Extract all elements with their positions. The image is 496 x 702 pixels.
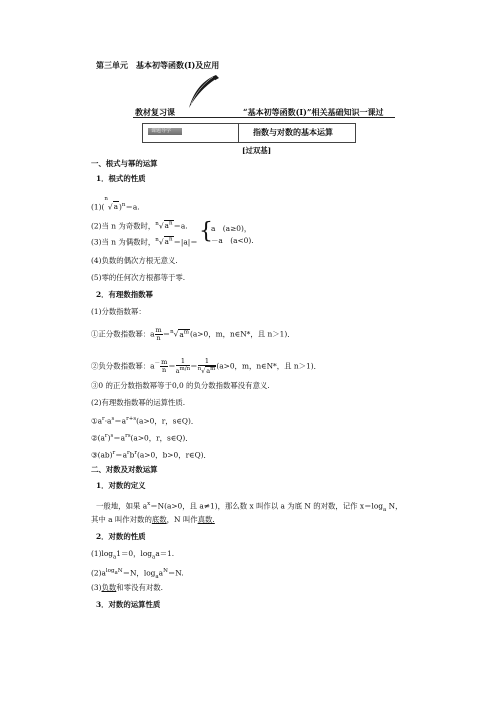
feather-logo-icon <box>186 74 220 110</box>
subsection-2-1: 1．对数的定义 <box>96 481 146 490</box>
band-rule <box>133 117 395 118</box>
fractional-exponent-heading: (1)分数指数幂： <box>91 307 146 316</box>
unit-title: 第三单元 基本初等函数(Ⅰ)及应用 <box>96 60 220 70</box>
log-definition: 一般地，如果 $a^x=N(a>0$，且 a≠1)，那么数 x 叫作以 a 为底 N 的对数，记作 $x=\log_a$ N， <box>96 501 403 513</box>
exponent-rule-2: $②(a^r)^s=a^{rs}(a>0$，r，s∈Q)． <box>91 433 193 443</box>
subsection-2-2: 2．对数的性质 <box>96 532 146 541</box>
section-1-heading: 一、根式与幂的运算 <box>91 159 158 168</box>
positive-fractional-exponent: ①正分数指数幂：a $\frac{m}{n}$ $=^n√a^m(a>0$，m，n∈N*，且 n＞1)． <box>91 326 295 342</box>
log-property-3: (3)负数和零没有对数. <box>91 583 163 592</box>
property-3: (3)当 n 为偶数时，$^n√a^n=|a|=$ <box>91 237 198 247</box>
zero-exponent-rule: ③0 的正分数指数幂等于0,0 的负分数指数幂没有意义. <box>91 381 270 390</box>
subsection-1-1: 1．根式的性质 <box>96 174 146 183</box>
box-tag: 课题导学 <box>148 128 182 135</box>
property-2: (2)当 n 为奇数时，$^n√a^n=a$. <box>91 221 188 231</box>
log-definition-cont: 其中 a 叫作对数的底数，N 叫作真数. <box>91 515 215 524</box>
case-brace: { <box>199 219 213 244</box>
box-title: 指数与对数的基本运算 <box>253 127 333 137</box>
log-property-1: $(1)\log_a1=0$，$\log_aa=1$. <box>91 549 175 561</box>
exponent-rule-3: $③(ab)^r=a^rb^r(a>0$，b>0，r∈Q)． <box>91 450 211 460</box>
box-divider <box>238 124 239 142</box>
topic-box <box>142 123 356 143</box>
log-property-2: $(2)a^{logaN}=N$，$\log_aa^N=N$. <box>91 568 184 580</box>
band-right-label: “基本初等函数(Ⅰ)”相关基础知识一课过 <box>243 107 384 117</box>
property-5: (5)零的任何次方根都等于零. <box>91 273 186 282</box>
property-1: $(1)(^n√a)^n=a$. <box>91 196 140 212</box>
section-2-heading: 二、对数及对数运算 <box>91 465 158 474</box>
band-left-label: 教材复习课 <box>135 107 175 117</box>
negative-fractional-exponent: ②负分数指数幂：a－ $\frac{m}{n}$ ＝ $\frac{1}{a^{m/n}}$ ＝ $\frac{1}{^n√a^m}$ (a>0，m，n∈N*，且 n＞1)． <box>91 357 321 376</box>
case-2: －a (a<0). <box>211 236 254 245</box>
exponent-rule-1: $①a^r\cdot a^s=a^{r+s}(a>0$，r，s∈Q)． <box>91 416 199 426</box>
property-4: (4)负数的偶次方根无意义. <box>91 256 178 265</box>
subsection-1-2: 2．有理数指数幂 <box>96 290 153 299</box>
center-label: [过双基] <box>242 146 272 155</box>
subsection-2-3: 3．对数的运算性质 <box>96 600 161 609</box>
rational-exponent-rules-heading: (2)有理数指数幂的运算性质. <box>91 398 186 407</box>
case-1: a (a≥0)， <box>211 224 252 233</box>
